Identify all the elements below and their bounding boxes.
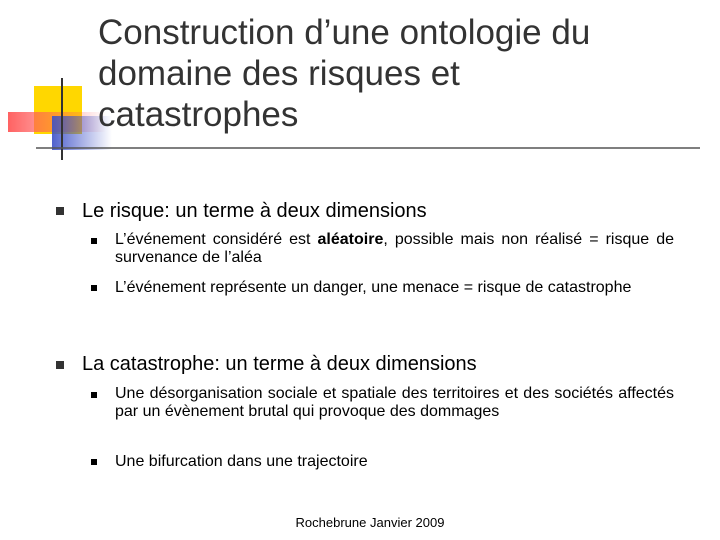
title-line-3: catastrophes xyxy=(98,95,299,134)
sub-bullet-desorganisation: Une désorganisation sociale et spatiale des territoires et des sociétés affectés par un évènement brutal qui provoque des dommages xyxy=(115,385,674,420)
bullet-catastrophe: La catastrophe: un terme à deux dimensions xyxy=(82,353,477,375)
bullet-marker xyxy=(56,207,64,215)
slide-footer: Rochebrune Janvier 2009 xyxy=(295,515,445,530)
sub-bullet-marker xyxy=(91,285,97,291)
sub-bullet-bifurcation: Une bifurcation dans une trajectoire xyxy=(115,453,368,470)
sub-bullet-danger: L’événement représente un danger, une menace = risque de catastrophe xyxy=(115,279,632,296)
title-line-1: Construction d’une ontologie du xyxy=(98,13,591,52)
title-line-2: domaine des risques et xyxy=(98,54,460,93)
sub-bullet-marker xyxy=(91,459,97,465)
sub-bullet-aleatoire: L’événement considéré est aléatoire, possible mais non réalisé = risque de survenance de l’aléa xyxy=(115,231,674,266)
sub-bullet-marker xyxy=(91,392,97,398)
bold-term: aléatoire xyxy=(317,231,384,248)
slide-title xyxy=(98,12,698,135)
sub-bullet-marker xyxy=(91,238,97,244)
bullet-marker xyxy=(56,361,64,369)
bullet-risque: Le risque: un terme à deux dimensions xyxy=(82,200,427,222)
